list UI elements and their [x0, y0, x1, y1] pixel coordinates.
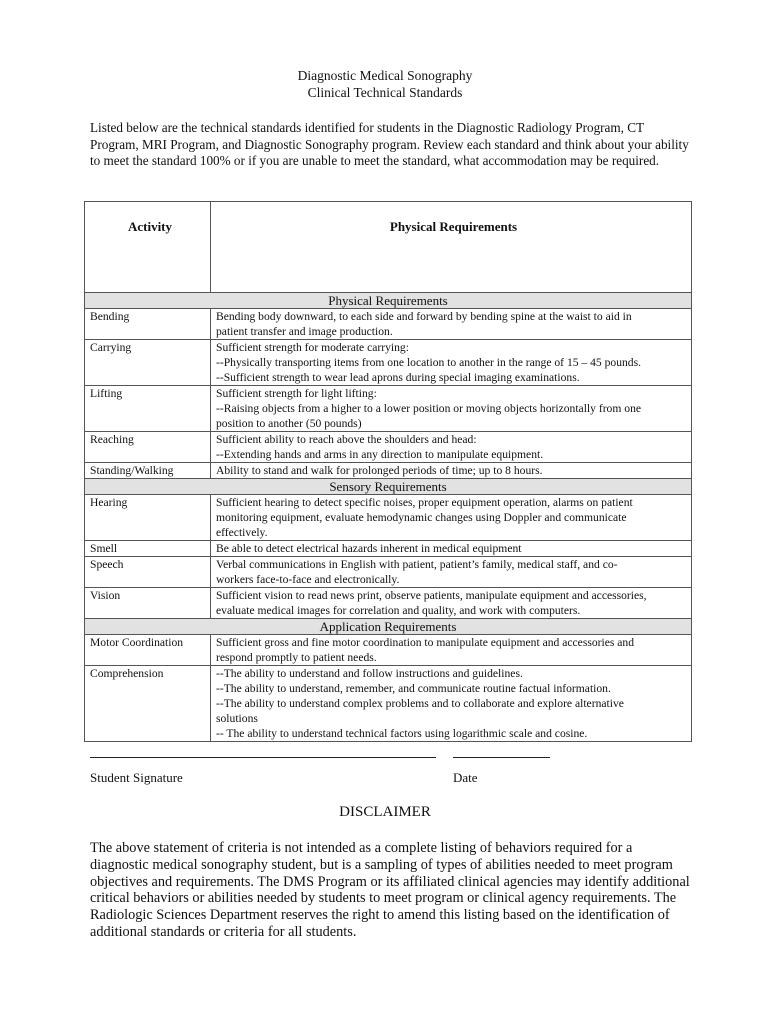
requirement-line: Sufficient ability to reach above the shoulders and head: — [216, 433, 477, 446]
requirement-cell — [211, 309, 692, 340]
requirement-cell — [211, 588, 692, 619]
table-row — [85, 340, 692, 386]
table-row — [85, 635, 692, 666]
requirement-line: --Raising objects from a higher to a lower position or moving objects horizontally from one — [216, 402, 642, 415]
requirement-line: Sufficient hearing to detect specific noises, proper equipment operation, alarms on patient — [216, 496, 633, 509]
activity-cell: Comprehension — [85, 666, 211, 742]
table-header-row — [85, 202, 692, 293]
requirement-cell — [211, 635, 692, 666]
technical-standards-table — [84, 201, 692, 742]
requirement-line: -- The ability to understand technical factors using logarithmic scale and cosine. — [216, 727, 588, 740]
activity-cell: Bending — [85, 309, 211, 340]
requirement-line: position to another (50 pounds) — [216, 417, 362, 430]
section-header-row — [85, 479, 692, 495]
requirement-line: --The ability to understand and follow instructions and guidelines. — [216, 667, 523, 680]
requirement-line: Bending body downward, to each side and forward by bending spine at the waist to aid in — [216, 310, 632, 323]
activity-cell: Motor Coordination — [85, 635, 211, 666]
requirement-cell — [211, 340, 692, 386]
activity-cell: Reaching — [85, 432, 211, 463]
requirement-line: Verbal communications in English with patient, patient’s family, medical staff, and co- — [216, 558, 618, 571]
requirement-cell — [211, 557, 692, 588]
requirement-cell — [211, 666, 692, 742]
requirement-cell — [211, 463, 692, 479]
activity-cell: Standing/Walking — [85, 463, 211, 479]
signature-line[interactable] — [90, 757, 436, 758]
section-title: Sensory Requirements — [85, 479, 692, 495]
requirement-line: Sufficient strength for moderate carrying: — [216, 341, 409, 354]
requirement-cell — [211, 432, 692, 463]
requirement-line: --The ability to understand complex problems and to collaborate and explore alternative — [216, 697, 624, 710]
column-header-physical-requirements: Physical Requirements — [211, 202, 692, 293]
requirement-line: evaluate medical images for correlation and quality, and work with computers. — [216, 604, 581, 617]
requirement-line: effectively. — [216, 526, 268, 539]
activity-cell: Carrying — [85, 340, 211, 386]
requirement-line: Be able to detect electrical hazards inherent in medical equipment — [216, 542, 522, 555]
requirement-line: respond promptly to patient needs. — [216, 651, 377, 664]
column-header-activity: Activity — [85, 202, 211, 293]
requirement-line: patient transfer and image production. — [216, 325, 393, 338]
table-row — [85, 666, 692, 742]
requirement-line: Sufficient strength for light lifting: — [216, 387, 377, 400]
requirement-line: monitoring equipment, evaluate hemodynamic changes using Doppler and communicate — [216, 511, 627, 524]
requirement-line: Sufficient vision to read news print, observe patients, manipulate equipment and accessories, — [216, 589, 647, 602]
document-title: Diagnostic Medical Sonography — [297, 68, 473, 83]
section-header-row — [85, 293, 692, 309]
table-row — [85, 495, 692, 541]
table-row — [85, 309, 692, 340]
requirement-line: solutions — [216, 712, 258, 725]
disclaimer-title: DISCLAIMER — [339, 804, 431, 820]
section-title: Physical Requirements — [85, 293, 692, 309]
requirement-line: --Physically transporting items from one location to another in the range of 15 – 45 pounds. — [216, 356, 642, 369]
document-subtitle: Clinical Technical Standards — [307, 85, 463, 100]
section-title: Application Requirements — [85, 619, 692, 635]
activity-cell: Speech — [85, 557, 211, 588]
table-row — [85, 588, 692, 619]
disclaimer-text: The above statement of criteria is not intended as a complete listing of behaviors required for a diagnostic medical sonography student, but is a sampling of types of abilities needed to meet program objectives and requirements. The DMS Program or its affiliated clinical agencies may identify additional critical behaviors or abilities needed by students to meet program or clinical agency requirements. The Radiologic Sciences Department reserves the right to amend this listing based on the identification of additional standards or criteria for all students. — [90, 840, 690, 940]
requirement-line: Ability to stand and walk for prolonged periods of time; up to 8 hours. — [216, 464, 543, 477]
table-row — [85, 557, 692, 588]
table-row — [85, 541, 692, 557]
requirement-line: Sufficient gross and fine motor coordination to manipulate equipment and accessories and — [216, 636, 635, 649]
activity-cell: Lifting — [85, 386, 211, 432]
student-signature-label: Student Signature — [90, 770, 183, 785]
table-row — [85, 463, 692, 479]
requirement-cell — [211, 495, 692, 541]
requirement-line: --The ability to understand, remember, and communicate routine factual information. — [216, 682, 611, 695]
table-row — [85, 432, 692, 463]
intro-paragraph: Listed below are the technical standards identified for students in the Diagnostic Radiology Program, CT Program, MRI Program, and Diagnostic Sonography program. Review each standard and think about your ability to meet the standard 100% or if you are unable to meet the standard, what accommodation may be required. — [90, 120, 689, 169]
activity-cell: Smell — [85, 541, 211, 557]
table-body — [85, 293, 692, 742]
date-label: Date — [453, 770, 478, 785]
table-row — [85, 386, 692, 432]
requirement-cell — [211, 541, 692, 557]
date-line[interactable] — [453, 757, 550, 758]
activity-cell: Hearing — [85, 495, 211, 541]
requirement-line: --Extending hands and arms in any direction to manipulate equipment. — [216, 448, 544, 461]
requirement-line: workers face-to-face and electronically. — [216, 573, 400, 586]
activity-cell: Vision — [85, 588, 211, 619]
section-header-row — [85, 619, 692, 635]
requirement-line: --Sufficient strength to wear lead aprons during special imaging examinations. — [216, 371, 580, 384]
requirement-cell — [211, 386, 692, 432]
